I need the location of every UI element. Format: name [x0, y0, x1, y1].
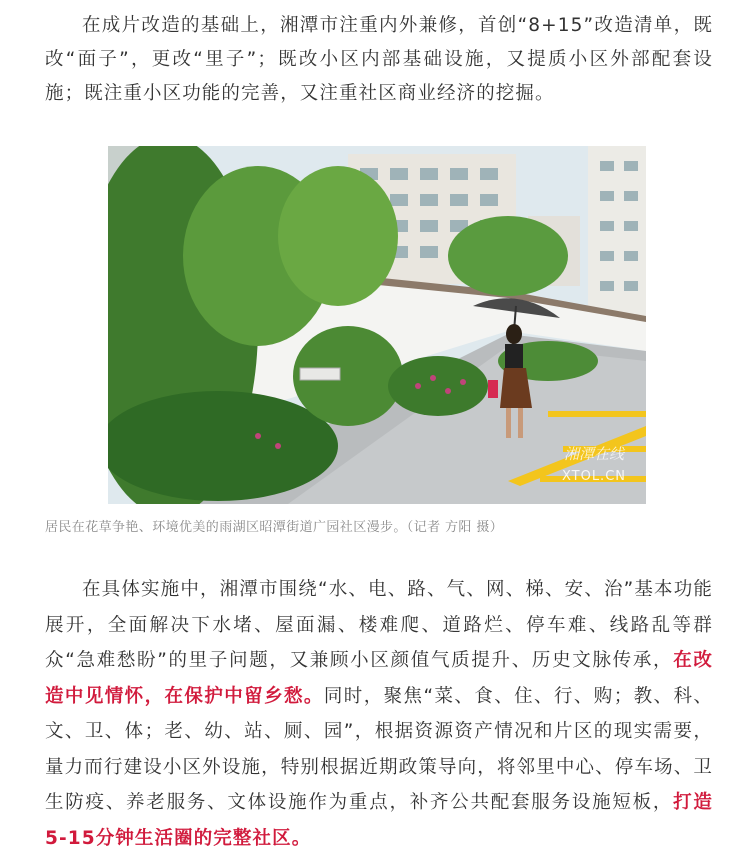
watermark-cn: 湘潭在线 [563, 445, 624, 463]
watermark-en: XTOL.CN [561, 469, 626, 484]
body-text-1: 在具体实施中，湘潭市围绕“水、电、路、气、网、梯、安、治”基本功能展开，全面解决下水堵、屋面漏、楼难爬、道路烂、停车难、线路乱等群众“急难愁盼”的里子问题，又兼顾小区颜值气质提升、历史文脉传承， [45, 579, 713, 671]
highlight-text-2: 打造5-15分钟生活圈的完整社区。 [45, 792, 714, 849]
street-photo [108, 146, 646, 504]
body-paragraph [45, 572, 713, 856]
body-text-2: 同时，聚焦“菜、食、住、行、购；教、科、文、卫、体；老、幼、站、厕、园”，根据资源资产情况和片区的现实需要，量力而行建设小区外设施，特别根据近期政策导向，将邻里中心、停车场、卫生防疫、养老服务、文体设施作为重点，补齐公共配套服务设施短板， [45, 685, 713, 813]
intro-paragraph: 在成片改造的基础上，湘潭市注重内外兼修，首创“8+15”改造清单，既改“面子”，更改“里子”；既改小区内部基础设施，又提质小区外部配套设施；既注重小区功能的完善，又注重社区商业经济的挖掘。 [45, 15, 713, 104]
photo-caption: 居民在花草争艳、环境优美的雨湖区昭潭街道广园社区漫步。（记者 方阳 摄） [45, 520, 504, 535]
highlight-text-1: 在改造中见情怀，在保护中留乡愁。 [45, 650, 714, 707]
